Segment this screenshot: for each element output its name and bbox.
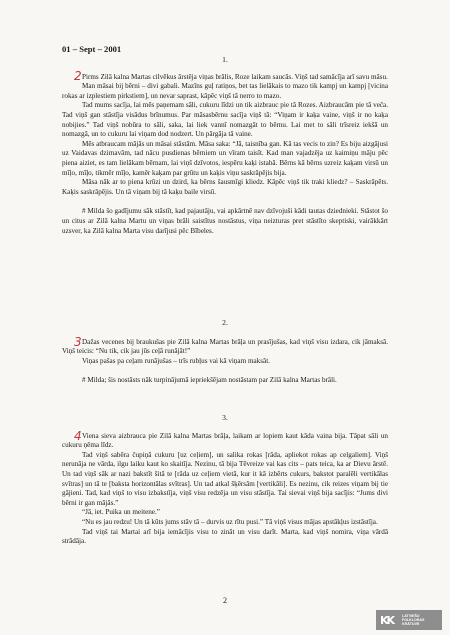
paragraph: Man māsai bij bērni – divi gabali. Mazīns guļ ratiņos, bet tas lielākais to mazo tik kampj un kampj [vicina rokas ar izplestiem pirkstiem], un nevar saprast, kāpēc viņš tā nerro to mazo. bbox=[62, 82, 388, 100]
paragraph: Māsa nāk ar to piena krūzi un dzird, ka bērns šausmīgi kliedz. Kāpēc viņš tik traki kliedz? – Saskrāpēts. Kaķis saskrāpējis. Un tā viņam bij tā kaķu baile virsū. bbox=[62, 178, 388, 196]
paragraph: “Nu es jau redzu! Un tā kūts jums stāv tā – durvis uz rītu pusi.” Tā viņš visus mājas apstākļus izstāstīja. bbox=[82, 517, 378, 526]
paragraph: # Milda; šis nostāsts nāk turpinājumā iepriekšējam nostāstam par Zilā kalna Martas brāli. bbox=[82, 376, 337, 385]
paragraph: Tad viņš tai Martai arī bija iemācījis visu to zināt un visu darīt. Marta, kad viņš nomira, viņa vārdā strādāja. bbox=[62, 527, 388, 546]
section-number: 1. bbox=[222, 55, 228, 64]
handwritten-number: 3 bbox=[74, 335, 82, 349]
paragraph: # Milda šo gadījumu sāk stāstīt, kad pajautāju, vai apkārtnē nav dzīvojuši kādi tautas dziednieki. Stāstot šo un citus ar Zilā kalna Martu un viņas brāli saistītus nostāstus, viņa neizturas pret stāstīto skeptiski, vairākkārt uzsver, ka Zilā kalna Marta visu darījusi pēc Bībeles. bbox=[62, 207, 388, 235]
handwritten-number: 2 bbox=[74, 69, 82, 83]
handwritten-number: 4 bbox=[74, 429, 82, 443]
logo-line: KRĀTUVE bbox=[402, 622, 420, 627]
section-number: 3. bbox=[222, 413, 228, 422]
page-number: 2 bbox=[223, 596, 227, 605]
section-3 bbox=[62, 413, 388, 547]
paragraph: Mēs atbraucam mājās un māsai stāstām. Māsa saka: “Jā, taisnība gan. Kā tas vecis to zin? Es biju aizgājusi uz Vaidavas dzirnavām, tad nācu pusdienas bērniem un vīram taisīt. Kad man vajadzēja uz kaimiņu māju pēc piena aiziet, es tam lielākam bērnam, lai viņš dzīvotos, iespēru kaķi istabā. Bērns kā bērns uzreiz kaķam virsū un mīļo, mīļo, tikmēr mīļo, kamēr kaķam par grūtu un kaķis viņu saskrāpējis bija. bbox=[62, 139, 388, 177]
paragraph: Pirms Zilā kalna Martas cilvēkus ārstēja viņas brālis, Roze laikam saucās. Viņš tad samācīja arī savu māsu. bbox=[82, 72, 388, 81]
paragraph: Viņas pašas pa ceļam runājušas – trīs rubļus vai kā viņam maksāt. bbox=[82, 356, 270, 365]
paragraph: Viena sieva aizbrauca pie Zilā kalna Martas brāļa, laikam ar lopiem kaut kāda vaina bija. Tāpat sāli un cukuru ņēma līdz. bbox=[62, 431, 388, 450]
paragraph: “Jā, iet. Puika un meitene.” bbox=[82, 508, 160, 517]
paragraph: Dažas vecenes bij braukušas pie Zilā kalna Martas brāļa un prasījušas, kad viņš visu izdara, cik jāmaksā. Viņš teicis: “Nu tik, cik jau jūs ceļā runājāt!” bbox=[62, 337, 388, 356]
document-date: 01 – Sept – 2001 bbox=[62, 44, 122, 54]
archive-logo bbox=[376, 610, 442, 630]
section-number: 2. bbox=[222, 318, 228, 327]
logo-mark: KK bbox=[380, 613, 394, 627]
logo-text bbox=[402, 614, 424, 627]
section-2 bbox=[62, 318, 388, 386]
logo-line: LATVIEŠU bbox=[402, 613, 420, 618]
paragraph: Tad mums sacīja, lai mēs paņemam sāli, cukuru līdzi un tik aizbrauc pie tā Rozes. Aizbraucām pie tā veča. Tad viņš gan stāstīja visādus brīnumus. Par māsasbērnu sacīja viņš tā: “Viņam ir kaķa vaine, viņš ir no kaķa nobijies.” Tad viņš nobūra to sāli, saka, lai liek vannī nomazgāt to bērnu. Lai met to sāli trīsreiz iekšā un nomazgā, un to cukuru lai viņam dod nodzert. Un pārgāja tā vaine. bbox=[62, 101, 388, 139]
section-1 bbox=[62, 55, 388, 236]
logo-line: FOLKLORAS bbox=[402, 617, 425, 622]
paragraph: Tad viņš sabēra čupiņā cukuru [uz ceļiem], un salika rokas [rāda, apliekot rokas ap celgaliem]. Viņš nerunāja ne vārda, ilgu laiku kaut ko skaitīja. Nezinu, tā bija Tēvreize vai kas cits – pats teica, ka ar Dievu ārstē. Un tad viņš sāk ar nazi bakstīt šitā te [rāda uz ceļiem vietā, kur it kā izbērts cukurs, bakstot paralēli vertikālas svītras] un tā te [baksta horizontālas svītras]. Un tad atkal šķērsām [vertikāli]. Es nezinu, cik reizes viņam bij tie gājieni. Tad, kad viņš to visu izbakstīja, viņš visu redzēja un visu stāstīja. Tai sievai viņš bija sacījis: “Jums divi bērni ir gan mājās.” bbox=[62, 450, 388, 507]
